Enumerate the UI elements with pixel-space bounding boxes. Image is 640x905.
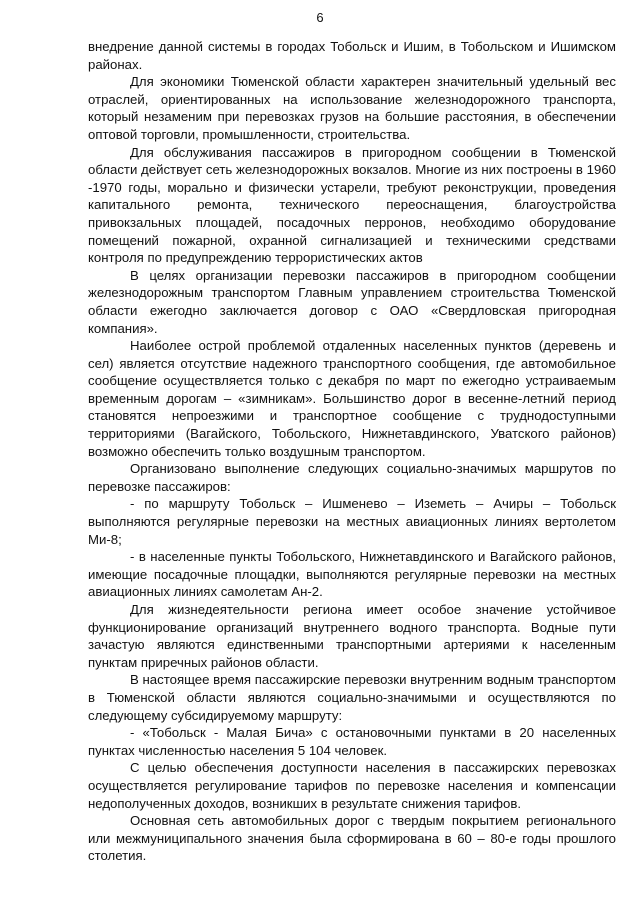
paragraph-2: Для экономики Тюменской области характерен значительный удельный вес отраслей, ориентированных на использование железнодорожного транспорта, который незаменим при перевозках грузов на большие расстояния, в обеспечении оптовой торговли, промышленности, строительства. (88, 74, 616, 142)
document-body (88, 38, 616, 865)
paragraph-13: Основная сеть автомобильных дорог с твердым покрытием регионального или межмуниципального значения была сформирована в 60 – 80-е годы прошлого столетия. (88, 813, 616, 864)
paragraph-9: Для жизнедеятельности региона имеет особое значение устойчивое функционирование организаций внутреннего водного транспорта. Водные пути зачастую являются единственными транспортными артериями к населенным пунктам приречных районов области. (88, 602, 616, 670)
paragraph-5: Наиболее острой проблемой отдаленных населенных пунктов (деревень и сел) является отсутствие надежного транспортного сообщения, где автомобильное сообщение осуществляется только с декабря по март по ежегодно устраиваемым временным дорогам – «зимникам». Большинство дорог в весенне-летний период становятся непроезжими и транспортное сообщение с труднодоступными территориями (Вагайского, Тобольского, Нижнетавдинского, Уватского районов) возможно обеспечить только воздушным транспортом. (88, 338, 616, 459)
list-item-airplane: - в населенные пункты Тобольского, Нижнетавдинского и Вагайского районов, имеющие посадочные площадки, выполняются регулярные перевозки на местных авиационных линиях самолетам Ан-2. (88, 549, 616, 600)
paragraph-6: Организовано выполнение следующих социально-значимых маршрутов по перевозке пассажиров: (88, 461, 616, 494)
list-item-helicopter: - по маршруту Тобольск – Ишменево – Иземеть – Ачиры – Тобольск выполняются регулярные перевозки на местных авиационных линиях вертолетом Ми-8; (88, 496, 616, 547)
list-item-water-route: - «Тобольск - Малая Бича» с остановочными пунктами в 20 населенных пунктах численностью населения 5 104 человек. (88, 725, 616, 758)
paragraph-1: внедрение данной системы в городах Тобольск и Ишим, в Тобольском и Ишимском районах. (88, 39, 616, 72)
paragraph-4: В целях организации перевозки пассажиров в пригородном сообщении железнодорожным транспортом Главным управлением строительства Тюменской области ежегодно заключается договор с ОАО «Свердловская пригородная компания». (88, 267, 616, 336)
paragraph-10: В настоящее время пассажирские перевозки внутренним водным транспортом в Тюменской области являются социально-значимыми и осуществляются по следующему субсидируемому маршруту: (88, 672, 616, 723)
page-number: 6 (316, 10, 324, 25)
paragraph-12: С целью обеспечения доступности населения в пассажирских перевозках осуществляется регулирование тарифов по перевозке населения и компенсации недополученных доходов, возникших в результате снижения тарифов. (88, 760, 616, 811)
paragraph-3: Для обслуживания пассажиров в пригородном сообщении в Тюменской области действует сеть железнодорожных вокзалов. Многие из них построены в 1960 -1970 годы, морально и физически устарели, требуют реконструкции, проведения капитального ремонта, технического переоснащения, благоустройства привокзальных площадей, посадочных перронов, необходимо оборудование помещений пожарной, охранной сигнализацией и техническими средствами контроля по предупреждению террористических актов (88, 144, 616, 266)
